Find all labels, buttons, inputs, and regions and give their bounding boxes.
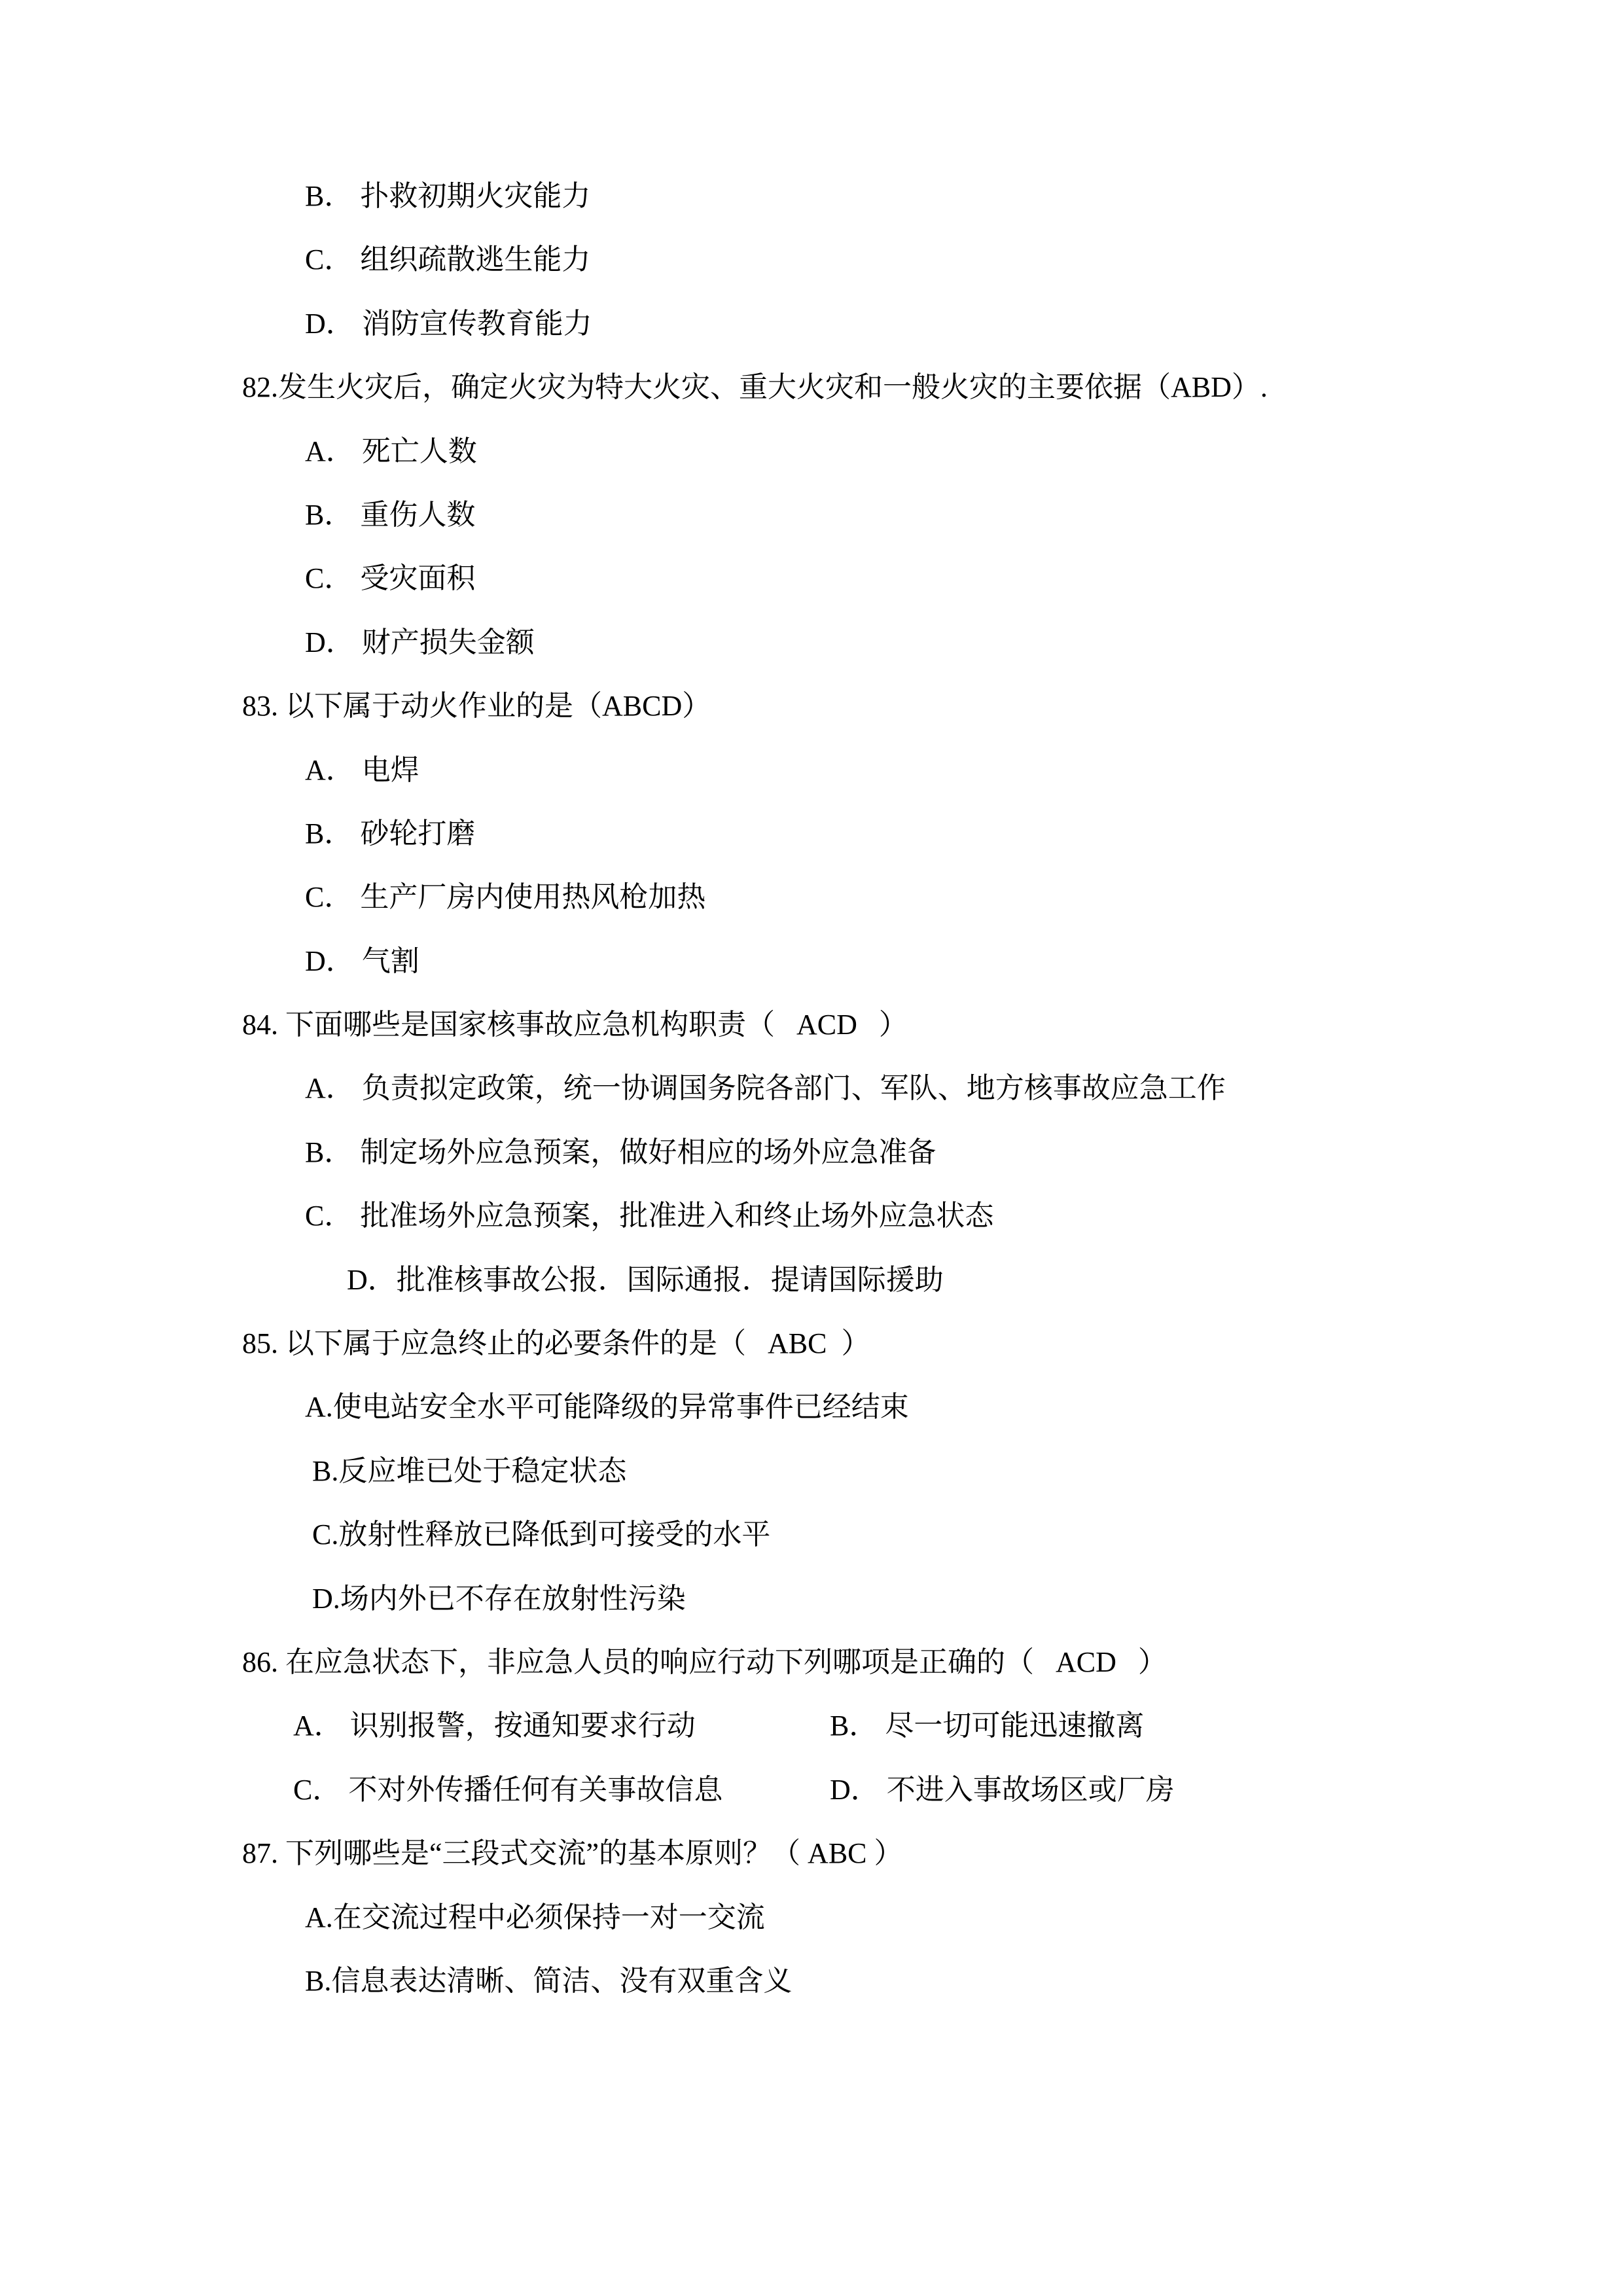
option-item: C.放射性释放已降低到可接受的水平 (305, 1518, 771, 1551)
option-text: C． 不对外传播任何有关事故信息 (293, 1773, 723, 1806)
option-item: B． 重伤人数 (305, 498, 476, 531)
option-item: D.场内外已不存在放射性污染 (305, 1582, 686, 1615)
option-item: C． 生产厂房内使用热风枪加热 (305, 881, 706, 914)
option-item: A． 死亡人数 (305, 435, 477, 467)
question-stem: 83. 以下属于动火作业的是（ABCD） (242, 690, 711, 723)
option-text: A． 识别报警，按通知要求行动 (293, 1710, 696, 1742)
option-row (242, 1706, 1407, 1745)
option-item: B.反应堆已处于稳定状态 (305, 1454, 627, 1487)
question-stem: 82.发生火灾后，确定火灾为特大火灾、重大火灾和一般火灾的主要依据（ABD）. (242, 371, 1268, 404)
question-stem: 87. 下列哪些是“三段式交流”的基本原则？（ ABC ） (242, 1837, 903, 1870)
option-item: C． 受灾面积 (305, 562, 476, 595)
option-item: B． 制定场外应急预案，做好相应的场外应急准备 (305, 1136, 936, 1168)
question-stem: 86. 在应急状态下，非应急人员的响应行动下列哪项是正确的（ ACD ） (242, 1645, 1167, 1678)
option-row (242, 1770, 1407, 1809)
option-item: C． 组织疏散逃生能力 (305, 243, 591, 276)
option-item: B.信息表达清晰、简洁、没有双重含义 (305, 1964, 793, 1997)
option-item: D． 消防宣传教育能力 (305, 307, 592, 340)
option-item: D．批准核事故公报．国际通报．提请国际援助 (347, 1263, 944, 1296)
option-text: B． 尽一切可能迅速撤离 (830, 1710, 1145, 1742)
option-item: A． 电焊 (305, 753, 419, 786)
option-item: B． 扑救初期火灾能力 (305, 180, 591, 212)
option-item: D． 财产损失金额 (305, 626, 535, 658)
option-item: A.使电站安全水平可能降级的异常事件已经结束 (305, 1391, 909, 1424)
option-item: D． 气割 (305, 944, 419, 977)
document-body (242, 177, 1407, 2000)
option-item: B． 砂轮打磨 (305, 817, 476, 850)
question-stem: 84. 下面哪些是国家核事故应急机构职责（ ACD ） (242, 1009, 908, 1041)
option-item: A． 负责拟定政策，统一协调国务院各部门、军队、地方核事故应急工作 (305, 1072, 1226, 1105)
question-stem: 85. 以下属于应急终止的必要条件的是（ ABC ） (242, 1327, 870, 1360)
option-item: C． 批准场外应急预案，批准进入和终止场外应急状态 (305, 1200, 994, 1232)
option-item: A.在交流过程中必须保持一对一交流 (305, 1901, 765, 1933)
option-text: D． 不进入事故场区或厂房 (830, 1773, 1175, 1806)
